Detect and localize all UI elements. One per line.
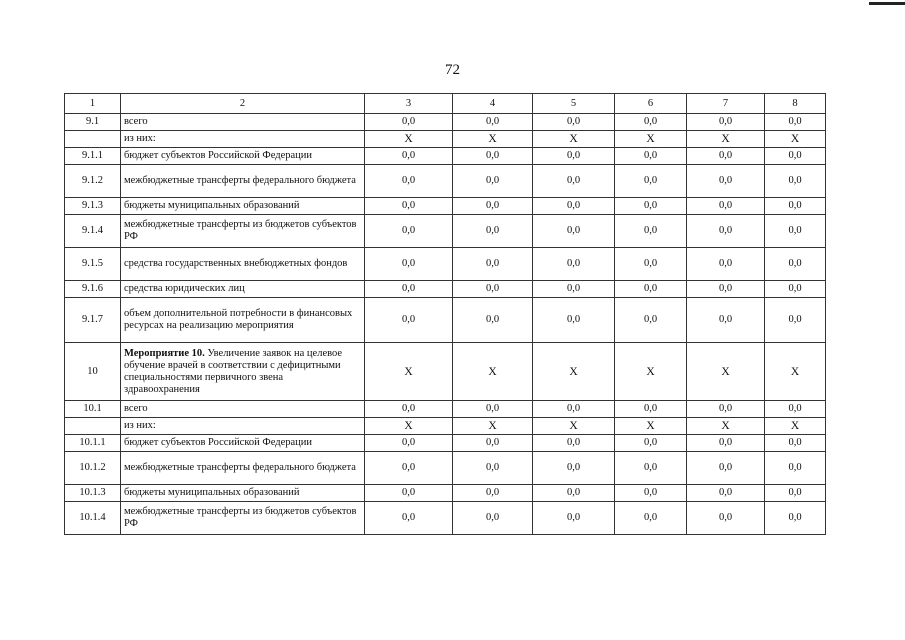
row-title-cell (121, 131, 365, 148)
table-row (65, 248, 826, 281)
row-title-cell (121, 114, 365, 131)
value-cell: X (453, 343, 533, 401)
value-cell: 0,0 (453, 401, 533, 418)
row-title-cell (121, 248, 365, 281)
value-cell: 0,0 (687, 248, 765, 281)
value-cell: 0,0 (365, 248, 453, 281)
table-row (65, 165, 826, 198)
value-cell: 0,0 (453, 198, 533, 215)
table-row (65, 401, 826, 418)
value-cell: 0,0 (533, 485, 615, 502)
value-cell: 0,0 (533, 298, 615, 343)
row-title: из них: (124, 133, 156, 144)
header-row (65, 94, 826, 114)
value-cell: X (765, 343, 826, 401)
value-cell: 0,0 (687, 198, 765, 215)
header-cell: 4 (453, 94, 533, 114)
row-code: 9.1.4 (65, 215, 121, 248)
value-cell: 0,0 (765, 114, 826, 131)
value-cell: 0,0 (365, 148, 453, 165)
row-title-cell (121, 215, 365, 248)
table-row (65, 131, 826, 148)
value-cell: 0,0 (453, 485, 533, 502)
row-title: межбюджетные трансферты из бюджетов субъектов РФ (124, 219, 357, 242)
value-cell: X (365, 418, 453, 435)
value-cell: 0,0 (615, 165, 687, 198)
row-code: 10 (65, 343, 121, 401)
header-cell: 6 (615, 94, 687, 114)
value-cell: 0,0 (365, 298, 453, 343)
row-code: 10.1.3 (65, 485, 121, 502)
value-cell: 0,0 (765, 435, 826, 452)
value-cell: 0,0 (687, 502, 765, 535)
value-cell: 0,0 (687, 114, 765, 131)
row-title-cell (121, 418, 365, 435)
table-body (65, 114, 826, 535)
table-row (65, 343, 826, 401)
value-cell: 0,0 (615, 215, 687, 248)
value-cell: 0,0 (453, 114, 533, 131)
value-cell: 0,0 (765, 148, 826, 165)
value-cell: 0,0 (365, 435, 453, 452)
value-cell: 0,0 (765, 452, 826, 485)
value-cell: 0,0 (365, 485, 453, 502)
scan-edge-mark (869, 2, 905, 5)
row-title: средства юридических лиц (124, 283, 245, 294)
value-cell: 0,0 (765, 165, 826, 198)
value-cell: X (615, 343, 687, 401)
value-cell: 0,0 (453, 165, 533, 198)
value-cell: 0,0 (365, 165, 453, 198)
row-code: 9.1.6 (65, 281, 121, 298)
value-cell: X (687, 343, 765, 401)
value-cell: 0,0 (453, 435, 533, 452)
row-title: всего (124, 403, 148, 414)
value-cell: 0,0 (453, 452, 533, 485)
row-title: средства государственных внебюджетных фондов (124, 258, 348, 269)
value-cell: 0,0 (687, 215, 765, 248)
value-cell: X (765, 131, 826, 148)
row-code: 10.1 (65, 401, 121, 418)
value-cell: 0,0 (615, 485, 687, 502)
row-title-cell (121, 435, 365, 452)
table-row (65, 215, 826, 248)
table-row (65, 502, 826, 535)
value-cell: 0,0 (687, 401, 765, 418)
value-cell: 0,0 (365, 198, 453, 215)
row-title-cell (121, 198, 365, 215)
row-title-cell (121, 452, 365, 485)
value-cell: 0,0 (453, 298, 533, 343)
value-cell: 0,0 (765, 298, 826, 343)
value-cell: 0,0 (365, 401, 453, 418)
row-title-cell (121, 148, 365, 165)
row-title: бюджеты муниципальных образований (124, 200, 300, 211)
row-code: 9.1.5 (65, 248, 121, 281)
value-cell: 0,0 (615, 114, 687, 131)
value-cell: 0,0 (533, 248, 615, 281)
table-row (65, 485, 826, 502)
value-cell: 0,0 (533, 435, 615, 452)
header-cell: 2 (121, 94, 365, 114)
value-cell: 0,0 (687, 485, 765, 502)
row-title-bold: Мероприятие 10. (124, 347, 205, 359)
header-cell: 8 (765, 94, 826, 114)
value-cell: 0,0 (533, 502, 615, 535)
row-code: 9.1.2 (65, 165, 121, 198)
row-title: Увеличение заявок на целевое обучение врачей в соответствии с дефицитными специальностями первичного звена здравоохранения (124, 347, 343, 395)
row-title: из них: (124, 420, 156, 431)
table-row (65, 418, 826, 435)
table-row (65, 148, 826, 165)
row-title-cell (121, 343, 365, 401)
value-cell: X (615, 418, 687, 435)
table-row (65, 435, 826, 452)
row-code: 9.1.3 (65, 198, 121, 215)
row-code (65, 418, 121, 435)
value-cell: 0,0 (533, 401, 615, 418)
value-cell: X (687, 418, 765, 435)
value-cell: X (533, 418, 615, 435)
value-cell: 0,0 (533, 281, 615, 298)
budget-table (64, 93, 826, 535)
row-title: бюджет субъектов Российской Федерации (124, 437, 312, 448)
value-cell: 0,0 (615, 298, 687, 343)
header-cell: 5 (533, 94, 615, 114)
header-cell: 1 (65, 94, 121, 114)
value-cell: 0,0 (765, 281, 826, 298)
value-cell: 0,0 (615, 198, 687, 215)
row-title-cell (121, 401, 365, 418)
value-cell: 0,0 (687, 435, 765, 452)
value-cell: 0,0 (765, 198, 826, 215)
value-cell: 0,0 (615, 148, 687, 165)
value-cell: 0,0 (365, 452, 453, 485)
value-cell: 0,0 (453, 148, 533, 165)
value-cell: 0,0 (765, 401, 826, 418)
page-number: 72 (445, 62, 460, 78)
value-cell: X (365, 131, 453, 148)
value-cell: X (615, 131, 687, 148)
row-code: 10.1.2 (65, 452, 121, 485)
row-title-cell (121, 165, 365, 198)
value-cell: 0,0 (615, 401, 687, 418)
row-title-cell (121, 298, 365, 343)
value-cell: X (687, 131, 765, 148)
value-cell: 0,0 (687, 298, 765, 343)
row-code: 9.1 (65, 114, 121, 131)
table-row (65, 281, 826, 298)
value-cell: 0,0 (533, 114, 615, 131)
value-cell: 0,0 (615, 281, 687, 298)
value-cell: 0,0 (687, 148, 765, 165)
value-cell: 0,0 (765, 485, 826, 502)
row-code (65, 131, 121, 148)
value-cell: X (533, 131, 615, 148)
value-cell: X (533, 343, 615, 401)
value-cell: 0,0 (687, 165, 765, 198)
value-cell: 0,0 (533, 165, 615, 198)
row-title: межбюджетные трансферты федерального бюджета (124, 462, 356, 473)
value-cell: 0,0 (687, 281, 765, 298)
header-cell: 3 (365, 94, 453, 114)
row-title-cell (121, 485, 365, 502)
value-cell: 0,0 (533, 148, 615, 165)
table-row (65, 298, 826, 343)
row-title-cell (121, 502, 365, 535)
value-cell: 0,0 (615, 248, 687, 281)
row-title: межбюджетные трансферты из бюджетов субъектов РФ (124, 506, 357, 529)
row-title: объем дополнительной потребности в финансовых ресурсах на реализацию мероприятия (124, 308, 353, 331)
value-cell: 0,0 (453, 502, 533, 535)
value-cell: 0,0 (365, 502, 453, 535)
value-cell: 0,0 (533, 452, 615, 485)
row-title-cell (121, 281, 365, 298)
value-cell: 0,0 (687, 452, 765, 485)
header-cell: 7 (687, 94, 765, 114)
table-row (65, 198, 826, 215)
value-cell: X (453, 131, 533, 148)
row-title: всего (124, 116, 148, 127)
value-cell: X (365, 343, 453, 401)
value-cell: 0,0 (365, 215, 453, 248)
table-row (65, 452, 826, 485)
value-cell: 0,0 (453, 281, 533, 298)
row-code: 9.1.7 (65, 298, 121, 343)
row-code: 9.1.1 (65, 148, 121, 165)
value-cell: 0,0 (615, 502, 687, 535)
value-cell: X (453, 418, 533, 435)
row-code: 10.1.4 (65, 502, 121, 535)
table-row (65, 114, 826, 131)
value-cell: 0,0 (453, 215, 533, 248)
row-title: межбюджетные трансферты федерального бюджета (124, 175, 356, 186)
value-cell: 0,0 (765, 248, 826, 281)
value-cell: 0,0 (453, 248, 533, 281)
value-cell: 0,0 (765, 215, 826, 248)
value-cell: X (765, 418, 826, 435)
row-title: бюджеты муниципальных образований (124, 487, 300, 498)
value-cell: 0,0 (615, 435, 687, 452)
value-cell: 0,0 (615, 452, 687, 485)
value-cell: 0,0 (765, 502, 826, 535)
value-cell: 0,0 (533, 215, 615, 248)
value-cell: 0,0 (533, 198, 615, 215)
row-code: 10.1.1 (65, 435, 121, 452)
row-title: бюджет субъектов Российской Федерации (124, 150, 312, 161)
value-cell: 0,0 (365, 281, 453, 298)
value-cell: 0,0 (365, 114, 453, 131)
